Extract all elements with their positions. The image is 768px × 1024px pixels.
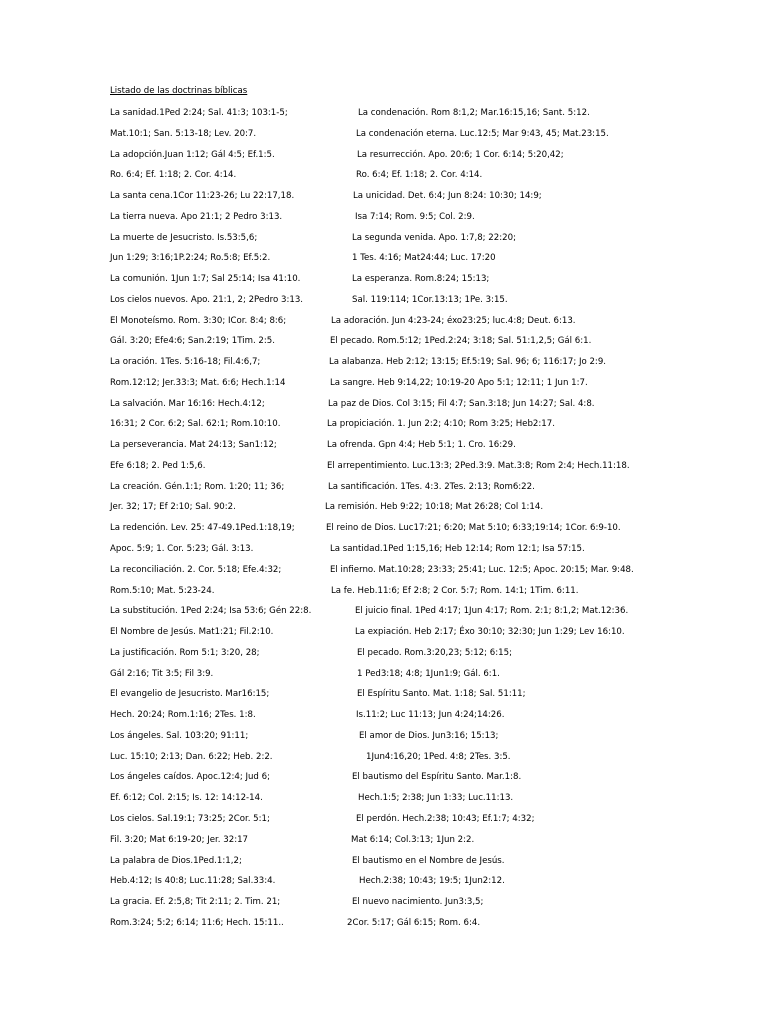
doctrine-line-right: Mat 6:14; Col.3:13; 1Jun 2:2. bbox=[351, 835, 475, 845]
doctrine-line-right: Is.11:2; Luc 11:13; Jun 4:24;14:26. bbox=[356, 710, 505, 720]
doctrine-line-right: El reino de Dios. Luc17:21; 6:20; Mat 5:10; 6:33;19:14; 1Cor. 6:9-10. bbox=[326, 523, 621, 533]
doctrine-line-right: 1 Ped3:18; 4:8; 1Jun1:9; Gál. 6:1. bbox=[357, 669, 500, 679]
doctrine-line-left: Heb.4:12; Is 40:8; Luc.11:28; Sal.33:4. bbox=[110, 876, 276, 886]
doctrine-line-left: Los cielos nuevos. Apo. 21:1, 2; 2Pedro 3:13. bbox=[110, 295, 304, 305]
doctrine-line-left: La sanidad.1Ped 2:24; Sal. 41:3; 103:1-5; bbox=[110, 108, 288, 118]
doctrine-line-left: Jun 1:29; 3:16;1P.2:24; Ro.5:8; Ef.5:2. bbox=[110, 253, 271, 263]
doctrine-line-left: Los ángeles caídos. Apoc.12:4; Jud 6; bbox=[110, 772, 270, 782]
doctrine-line-left: Rom.12:12; Jer.33:3; Mat. 6:6; Hech.1:14 bbox=[110, 378, 286, 388]
doctrine-line-right: La paz de Dios. Col 3:15; Fil 4:7; San.3:18; Jun 14:27; Sal. 4:8. bbox=[328, 399, 595, 409]
doctrine-line-right: La alabanza. Heb 2:12; 13:15; Ef.5:19; Sal. 96; 6; 116:17; Jo 2:9. bbox=[329, 357, 607, 367]
doctrine-line-left: El Nombre de Jesús. Mat1:21; Fil.2:10. bbox=[110, 627, 274, 637]
doctrine-line-right: Hech.2:38; 10:43; 19:5; 1Jun2:12. bbox=[359, 876, 505, 886]
doctrine-line-left: La adopción.Juan 1:12; Gál 4:5; Ef.1:5. bbox=[110, 150, 275, 160]
doctrine-line-left: La salvación. Mar 16:16: Hech.4:12; bbox=[110, 399, 265, 409]
doctrine-line-left: La oración. 1Tes. 5:16-18; Fil.4:6,7; bbox=[110, 357, 261, 367]
doctrine-line-left: La palabra de Dios.1Ped.1:1,2; bbox=[110, 856, 242, 866]
doctrine-line-left: Rom.5:10; Mat. 5:23-24. bbox=[110, 586, 215, 596]
doctrine-line-right: Isa 7:14; Rom. 9:5; Col. 2:9. bbox=[355, 212, 475, 222]
doctrine-line-left: Rom.3:24; 5:2; 6:14; 11:6; Hech. 15:11.. bbox=[110, 918, 284, 928]
doctrine-line-right: El nuevo nacimiento. Jun3:3,5; bbox=[352, 897, 484, 907]
doctrine-line-right: El perdón. Hech.2:38; 10:43; Ef.1:7; 4:32; bbox=[356, 814, 535, 824]
document-title: Listado de las doctrinas bíblicas bbox=[110, 86, 248, 96]
doctrine-line-left: Ef. 6:12; Col. 2:15; Is. 12: 14:12-14. bbox=[110, 793, 263, 803]
doctrine-line-left: La perseverancia. Mat 24:13; San1:12; bbox=[110, 440, 277, 450]
doctrine-line-right: La expiación. Heb 2:17; Éxo 30:10; 32:30; Jun 1:29; Lev 16:10. bbox=[355, 627, 625, 637]
doctrine-line-left: La substitución. 1Ped 2:24; Isa 53:6; Gén 22:8. bbox=[110, 606, 312, 616]
doctrine-line-right: Ro. 6:4; Ef. 1:18; 2. Cor. 4:14. bbox=[356, 170, 483, 180]
doctrine-line-right: El pecado. Rom.5:12; 1Ped.2:24; 3:18; Sal. 51:1,2,5; Gál 6:1. bbox=[330, 336, 592, 346]
doctrine-line-left: La comunión. 1Jun 1:7; Sal 25:14; Isa 41:10. bbox=[110, 274, 301, 284]
doctrine-line-left: Apoc. 5:9; 1. Cor. 5:23; Gál. 3:13. bbox=[110, 544, 254, 554]
doctrine-line-left: Gál. 3:20; Efe4:6; San.2:19; 1Tim. 2:5. bbox=[110, 336, 275, 346]
doctrine-line-right: La fe. Heb.11:6; Ef 2:8; 2 Cor. 5:7; Rom. 14:1; 1Tim. 6:11. bbox=[331, 586, 579, 596]
doctrine-line-right: El amor de Dios. Jun3:16; 15:13; bbox=[359, 731, 499, 741]
doctrine-line-right: El juicio final. 1Ped 4:17; 1Jun 4:17; Rom. 2:1; 8:1,2; Mat.12:36. bbox=[355, 606, 629, 616]
doctrine-line-right: Sal. 119:114; 1Cor.13:13; 1Pe. 3:15. bbox=[352, 295, 508, 305]
doctrine-line-right: El infierno. Mat.10:28; 23:33; 25:41; Luc. 12:5; Apoc. 20:15; Mar. 9:48. bbox=[330, 565, 634, 575]
doctrine-line-left: La reconciliación. 2. Cor. 5:18; Efe.4:32; bbox=[110, 565, 282, 575]
doctrine-line-right: La condenación eterna. Luc.12:5; Mar 9:43, 45; Mat.23:15. bbox=[356, 129, 609, 139]
doctrine-line-left: Ro. 6:4; Ef. 1:18; 2. Cor. 4:14. bbox=[110, 170, 237, 180]
doctrine-line-right: La segunda venida. Apo. 1:7,8; 22:20; bbox=[352, 233, 516, 243]
doctrine-line-left: Los cielos. Sal.19:1; 73:25; 2Cor. 5:1; bbox=[110, 814, 270, 824]
doctrine-line-right: Hech.1:5; 2:38; Jun 1:33; Luc.11:13. bbox=[358, 793, 514, 803]
doctrine-line-right: 1 Tes. 4:16; Mat24:44; Luc. 17:20 bbox=[352, 253, 496, 263]
doctrine-line-right: 2Cor. 5:17; Gál 6:15; Rom. 6:4. bbox=[347, 918, 481, 928]
doctrine-line-right: La remisión. Heb 9:22; 10:18; Mat 26:28; Col 1:14. bbox=[325, 502, 544, 512]
doctrine-line-left: Mat.10:1; San. 5:13-18; Lev. 20:7. bbox=[110, 129, 257, 139]
doctrine-line-right: La sangre. Heb 9:14,22; 10:19-20 Apo 5:1; 12:11; 1 Jun 1:7. bbox=[330, 378, 588, 388]
doctrine-line-right: La unicidad. Det. 6:4; Jun 8:24: 10:30; 14:9; bbox=[353, 191, 542, 201]
doctrine-line-left: El Monoteísmo. Rom. 3:30; ICor. 8:4; 8:6; bbox=[110, 316, 287, 326]
doctrine-line-right: La esperanza. Rom.8:24; 15:13; bbox=[352, 274, 490, 284]
doctrine-line-left: 16:31; 2 Cor. 6:2; Sal. 62:1; Rom.10:10. bbox=[110, 419, 281, 429]
doctrine-line-left: Hech. 20:24; Rom.1:16; 2Tes. 1:8. bbox=[110, 710, 256, 720]
doctrine-line-left: Luc. 15:10; 2:13; Dan. 6:22; Heb. 2:2. bbox=[110, 752, 273, 762]
doctrine-line-right: El bautismo en el Nombre de Jesús. bbox=[352, 856, 505, 866]
doctrine-line-left: La santa cena.1Cor 11:23-26; Lu 22:17,18. bbox=[110, 191, 295, 201]
doctrine-line-left: Gál 2:16; Tit 3:5; Fil 3:9. bbox=[110, 669, 214, 679]
doctrine-line-left: Efe 6:18; 2. Ped 1:5,6. bbox=[110, 461, 206, 471]
doctrine-line-left: La creación. Gén.1:1; Rom. 1:20; 11; 36; bbox=[110, 482, 285, 492]
doctrine-line-left: La justificación. Rom 5:1; 3:20, 28; bbox=[110, 648, 260, 658]
doctrine-line-left: Fil. 3:20; Mat 6:19-20; Jer. 32:17 bbox=[110, 835, 249, 845]
doctrine-line-left: El evangelio de Jesucristo. Mar16:15; bbox=[110, 689, 270, 699]
doctrine-line-right: El pecado. Rom.3:20,23; 5:12; 6:15; bbox=[357, 648, 512, 658]
doctrine-line-right: La propiciación. 1. Jun 2:2; 4:10; Rom 3:25; Heb2:17. bbox=[327, 419, 555, 429]
doctrine-line-left: La gracia. Ef. 2:5,8; Tit 2:11; 2. Tim. 21; bbox=[110, 897, 281, 907]
doctrine-line-right: 1Jun4:16,20; 1Ped. 4:8; 2Tes. 3:5. bbox=[366, 752, 511, 762]
doctrine-line-left: La tierra nueva. Apo 21:1; 2 Pedro 3:13. bbox=[110, 212, 283, 222]
doctrine-line-right: La adoración. Jun 4:23-24; éxo23:25; luc.4:8; Deut. 6:13. bbox=[331, 316, 576, 326]
doctrine-line-right: La santidad.1Ped 1:15,16; Heb 12:14; Rom 12:1; Isa 57:15. bbox=[330, 544, 585, 554]
doctrine-line-left: La redención. Lev. 25: 47-49.1Ped.1:18,19; bbox=[110, 523, 295, 533]
doctrine-line-right: La resurrección. Apo. 20:6; 1 Cor. 6:14; 5:20,42; bbox=[357, 150, 564, 160]
doctrine-line-right: El arrepentimiento. Luc.13:3; 2Ped.3:9. Mat.3:8; Rom 2:4; Hech.11:18. bbox=[327, 461, 630, 471]
doctrine-line-left: Jer. 32; 17; Ef 2:10; Sal. 90:2. bbox=[110, 502, 236, 512]
doctrine-line-right: El Espíritu Santo. Mat. 1:18; Sal. 51:11; bbox=[357, 689, 526, 699]
doctrine-line-right: La ofrenda. Gpn 4:4; Heb 5:1; 1. Cro. 16:29. bbox=[327, 440, 516, 450]
doctrine-line-right: El bautismo del Espíritu Santo. Mar.1:8. bbox=[352, 772, 522, 782]
doctrine-line-right: La condenación. Rom 8:1,2; Mar.16:15,16; Sant. 5:12. bbox=[358, 108, 590, 118]
doctrine-line-right: La santificación. 1Tes. 4:3. 2Tes. 2:13; Rom6:22. bbox=[328, 482, 535, 492]
doctrine-line-left: Los ángeles. Sal. 103:20; 91:11; bbox=[110, 731, 249, 741]
doctrine-line-left: La muerte de Jesucristo. Is.53:5,6; bbox=[110, 233, 258, 243]
